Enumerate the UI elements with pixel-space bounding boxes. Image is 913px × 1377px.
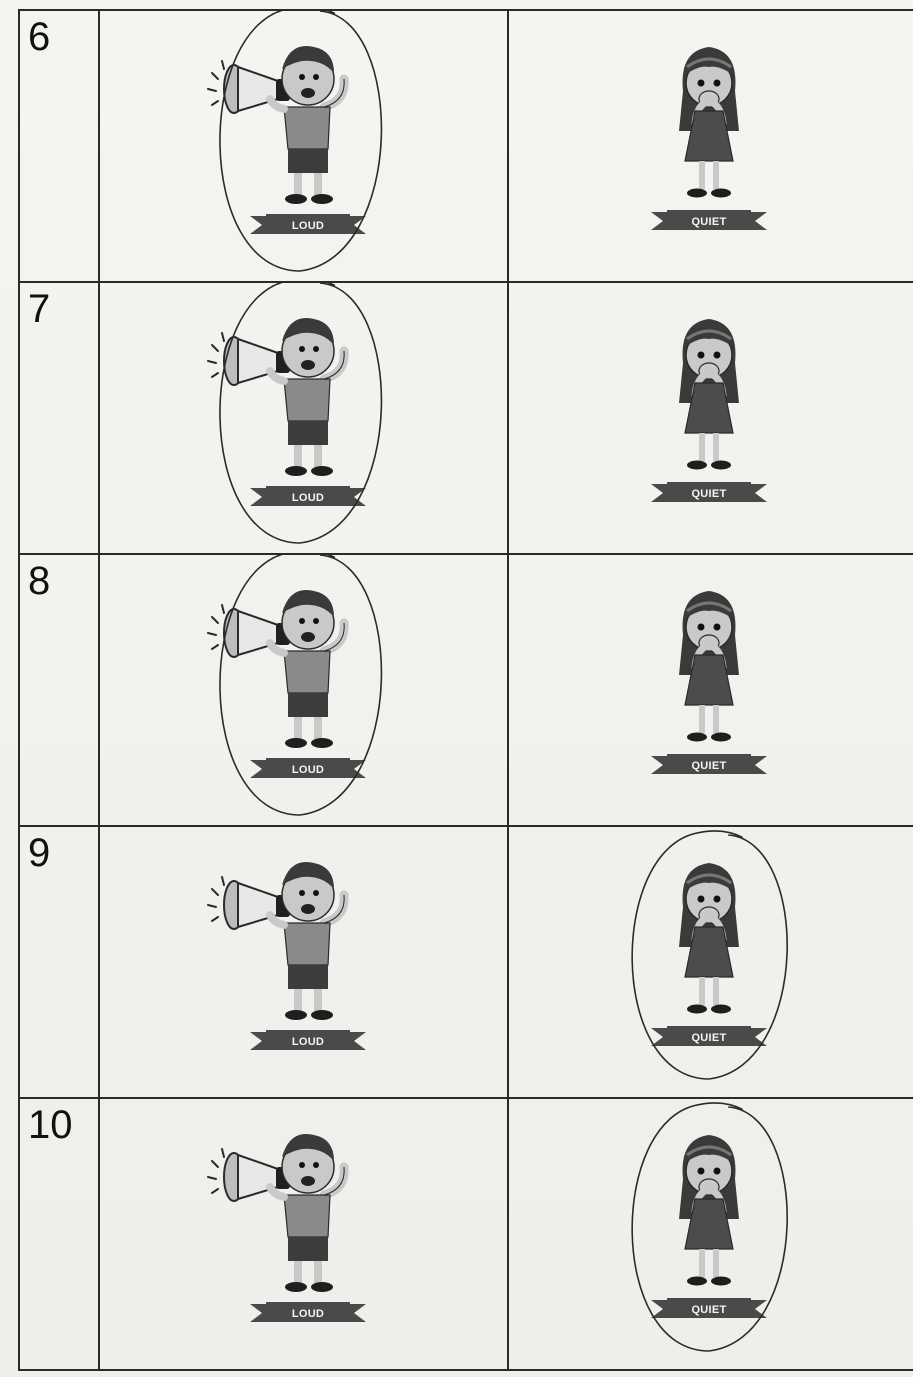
table-row	[19, 282, 913, 554]
row-number: 8	[28, 559, 51, 603]
sound-lines-icon	[208, 61, 224, 105]
loud-boy-icon	[208, 862, 344, 1020]
label-banner	[250, 214, 366, 234]
quiet-girl-icon	[679, 47, 739, 198]
loud-boy-icon	[208, 46, 344, 204]
row-number-cell	[19, 282, 99, 554]
label-banner	[651, 210, 767, 230]
quiet-option[interactable]	[509, 283, 913, 553]
quiet-option[interactable]	[509, 11, 913, 281]
loud-option-cell[interactable]	[99, 1098, 508, 1370]
label-text: LOUD	[291, 1036, 325, 1048]
quiet-option-cell[interactable]	[508, 10, 913, 282]
loud-option[interactable]	[100, 11, 507, 281]
row-number-cell	[19, 554, 99, 826]
sound-lines-icon	[208, 333, 224, 377]
loud-option-cell[interactable]	[99, 554, 508, 826]
sound-lines-icon	[208, 877, 224, 921]
loud-option[interactable]	[100, 555, 507, 825]
row-number: 7	[28, 287, 51, 331]
loud-option[interactable]	[100, 1099, 507, 1369]
quiet-girl-icon	[679, 1135, 739, 1286]
label-text: LOUD	[291, 492, 325, 504]
label-banner	[250, 758, 366, 778]
label-banner	[250, 486, 366, 506]
row-number: 6	[28, 15, 51, 59]
row-number: 9	[28, 831, 51, 875]
quiet-option[interactable]	[509, 827, 913, 1097]
loud-option-cell[interactable]	[99, 826, 508, 1098]
worksheet-table	[18, 9, 913, 1371]
label-banner	[651, 1298, 767, 1318]
label-banner	[250, 1030, 366, 1050]
row-number: 10	[28, 1103, 73, 1147]
table-row	[19, 10, 913, 282]
loud-option-cell[interactable]	[99, 10, 508, 282]
label-text: QUIET	[691, 760, 727, 772]
quiet-option[interactable]	[509, 555, 913, 825]
loud-boy-icon	[208, 1134, 344, 1292]
quiet-option[interactable]	[509, 1099, 913, 1369]
row-number-cell	[19, 826, 99, 1098]
label-text: QUIET	[691, 1032, 727, 1044]
quiet-option-cell[interactable]	[508, 1098, 913, 1370]
table-row	[19, 826, 913, 1098]
row-number-cell	[19, 10, 99, 282]
label-text: QUIET	[691, 1304, 727, 1316]
quiet-option-cell[interactable]	[508, 826, 913, 1098]
loud-option-cell[interactable]	[99, 282, 508, 554]
loud-boy-icon	[208, 590, 344, 748]
label-text: QUIET	[691, 488, 727, 500]
quiet-girl-icon	[679, 591, 739, 742]
label-text: QUIET	[691, 216, 727, 228]
quiet-option-cell[interactable]	[508, 282, 913, 554]
label-text: LOUD	[291, 220, 325, 232]
quiet-girl-icon	[679, 863, 739, 1014]
loud-option[interactable]	[100, 827, 507, 1097]
row-number-cell	[19, 1098, 99, 1370]
label-text: LOUD	[291, 764, 325, 776]
table-row	[19, 554, 913, 826]
label-banner	[651, 1026, 767, 1046]
sound-lines-icon	[208, 605, 224, 649]
loud-option[interactable]	[100, 283, 507, 553]
quiet-option-cell[interactable]	[508, 554, 913, 826]
label-banner	[651, 754, 767, 774]
label-banner	[651, 482, 767, 502]
quiet-girl-icon	[679, 319, 739, 470]
label-text: LOUD	[291, 1308, 325, 1320]
sound-lines-icon	[208, 1149, 224, 1193]
table-row	[19, 1098, 913, 1370]
label-banner	[250, 1302, 366, 1322]
loud-boy-icon	[208, 318, 344, 476]
